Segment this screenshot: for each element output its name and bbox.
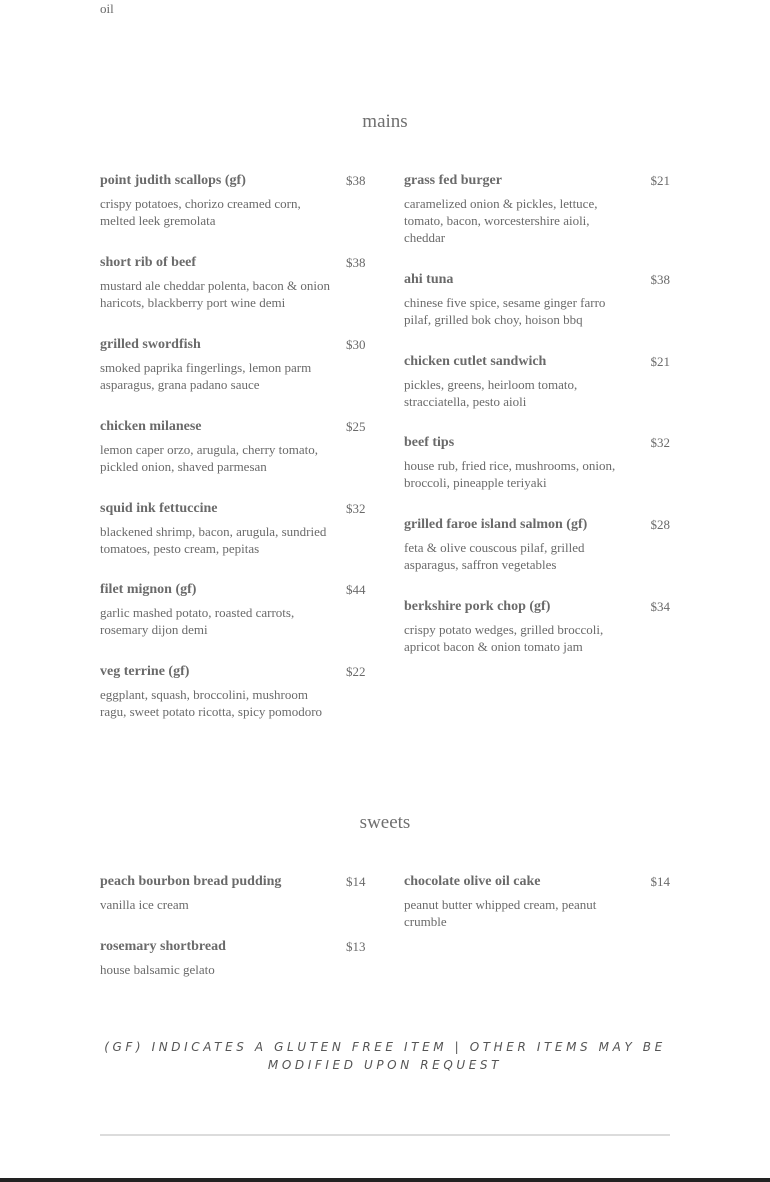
menu-item-description: caramelized onion & pickles, lettuce, tomato, bacon, worcestershire aioli, cheddar — [404, 196, 598, 245]
menu-item-description: chinese five spice, sesame ginger farro pilaf, grilled bok choy, hoison bbq — [404, 295, 606, 327]
menu-item-description: lemon caper orzo, arugula, cherry tomato, pickled onion, shaved parmesan — [100, 442, 319, 474]
previous-item-description-fragment: oil — [100, 1, 114, 16]
menu-item-name: ahi tuna — [404, 272, 454, 287]
menu-item-description: blackened shrimp, bacon, arugula, sundried tomatoes, pesto cream, pepitas — [100, 524, 327, 556]
menu-item-description: house rub, fried rice, mushrooms, onion, broccoli, pineapple teriyaki — [404, 458, 616, 490]
menu-item-price: $38 — [650, 272, 670, 287]
menu-item-name: squid ink fettuccine — [100, 501, 218, 516]
menu-item-name: point judith scallops (gf) — [100, 173, 246, 188]
menu-item-name: grass fed burger — [404, 173, 502, 188]
menu-item-price: $34 — [650, 599, 670, 614]
menu-item-name: filet mignon (gf) — [100, 582, 197, 597]
menu-item-price: $25 — [346, 419, 366, 434]
menu-item-description: smoked paprika fingerlings, lemon parm asparagus, grana padano sauce — [100, 360, 312, 392]
footer-bar — [0, 1178, 770, 1182]
menu-item-name: chicken milanese — [100, 419, 202, 434]
menu-item-name: peach bourbon bread pudding — [100, 874, 282, 889]
menu-item-price: $30 — [346, 337, 366, 352]
menu-item-name: berkshire pork chop (gf) — [404, 599, 551, 614]
menu-item-description: peanut butter whipped cream, peanut crumble — [404, 897, 597, 929]
menu-item-description: house balsamic gelato — [100, 962, 215, 977]
menu-item-price: $32 — [346, 501, 366, 516]
menu-item-description: pickles, greens, heirloom tomato, stracciatella, pesto aioli — [404, 377, 578, 409]
menu-item-price: $21 — [650, 173, 670, 188]
section-title-mains: mains — [362, 111, 408, 132]
menu-item-name: veg terrine (gf) — [100, 664, 190, 679]
menu-item-name: beef tips — [404, 435, 455, 450]
menu-item-name: grilled swordfish — [100, 337, 201, 352]
menu-item-description: garlic mashed potato, roasted carrots, rosemary dijon demi — [100, 605, 295, 637]
menu-item-price: $14 — [346, 874, 366, 889]
menu-item-name: chocolate olive oil cake — [404, 874, 541, 889]
menu-item-description: vanilla ice cream — [100, 897, 189, 912]
menu-item-description: eggplant, squash, broccolini, mushroom ragu, sweet potato ricotta, spicy pomodoro — [100, 687, 323, 719]
menu-item-price: $38 — [346, 255, 366, 270]
menu-item-price: $22 — [346, 664, 366, 679]
menu-item-price: $21 — [650, 354, 670, 369]
divider — [100, 1134, 670, 1136]
menu-item-name: grilled faroe island salmon (gf) — [404, 517, 588, 532]
menu-item-name: chicken cutlet sandwich — [404, 354, 547, 369]
menu-item-price: $14 — [650, 874, 670, 889]
menu-item-name: rosemary shortbread — [100, 939, 226, 954]
gluten-free-footnote: (GF) INDICATES A GLUTEN FREE ITEM | OTHER ITEMS MAY BE MODIFIED UPON REQUEST — [104, 1040, 666, 1072]
menu-item-name: short rib of beef — [100, 255, 197, 270]
menu-item-description: feta & olive couscous pilaf, grilled asparagus, saffron vegetables — [404, 540, 585, 572]
menu-item-price: $44 — [346, 582, 366, 597]
menu-item-price: $38 — [346, 173, 366, 188]
section-title-sweets: sweets — [359, 812, 411, 833]
menu-item-price: $32 — [650, 435, 670, 450]
menu-item-description: mustard ale cheddar polenta, bacon & onion haricots, blackberry port wine demi — [100, 278, 330, 310]
menu-item-description: crispy potatoes, chorizo creamed corn, melted leek gremolata — [100, 196, 301, 228]
menu-item-price: $13 — [346, 939, 366, 954]
menu-item-price: $28 — [650, 517, 670, 532]
menu-item-description: crispy potato wedges, grilled broccoli, apricot bacon & onion tomato jam — [404, 622, 604, 654]
